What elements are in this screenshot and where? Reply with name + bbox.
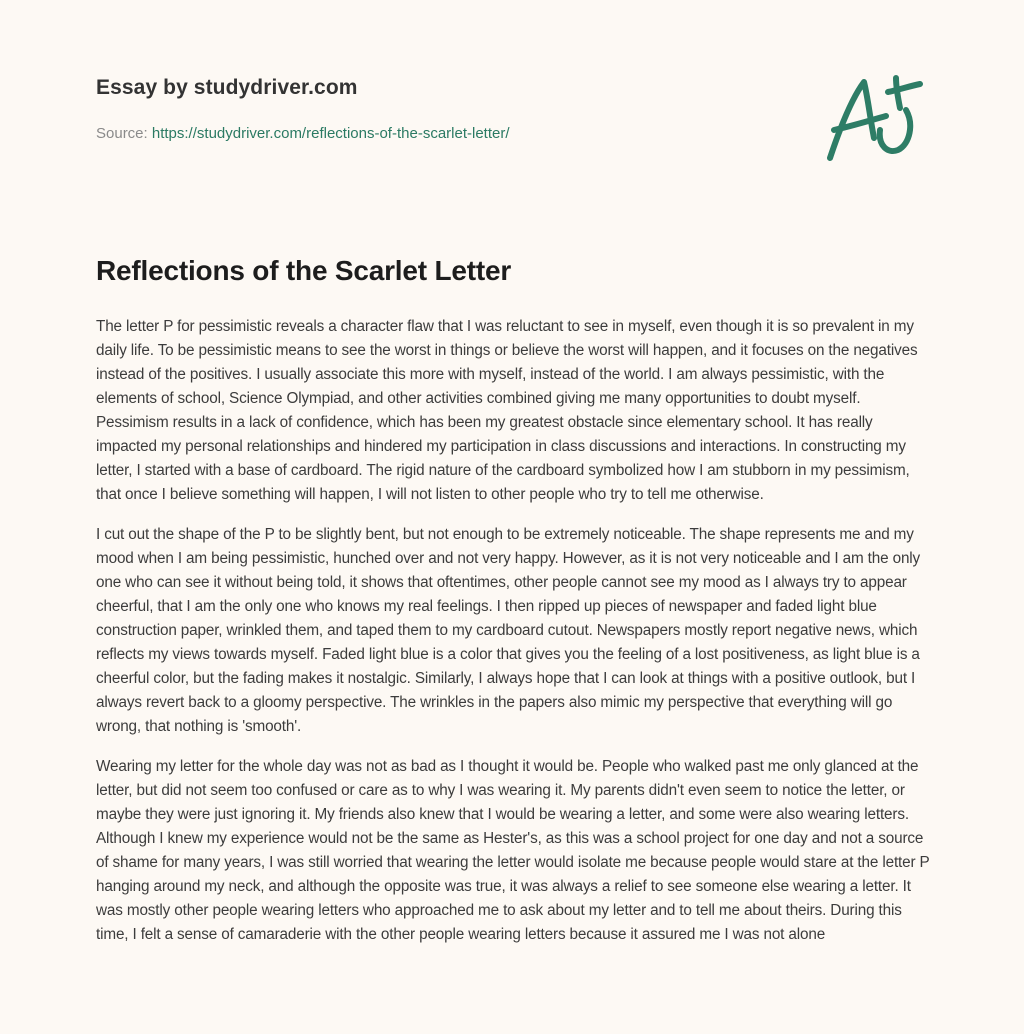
- brand-title: Essay by studydriver.com: [96, 76, 358, 99]
- a-plus-grade-icon: [822, 68, 932, 164]
- essay-paragraph: I cut out the shape of the P to be slightly bent, but not enough to be extremely noticeable. The shape represents me and my mood when I am being pessimistic, hunched over and not very happy. However, as it is not very noticeable and I am the only one who can see it without being told, it shows that oftentimes, other people cannot see my mood as I always try to appear cheerful, that I am the only one who knows my real feelings. I then ripped up pieces of newspaper and faded light blue construction paper, wrinkled them, and taped them to my cardboard cutout. Newspapers mostly report negative news, which reflects my views towards myself. Faded light blue is a color that gives you the feeling of a lost positiveness, as light blue is a cheerful color, but the fading makes it nostalgic. Similarly, I always hope that I can look at things with a positive outlook, but I always revert back to a gloomy perspective. The wrinkles in the papers also mimic my perspective that everything will go wrong, that nothing is 'smooth'.: [96, 526, 921, 735]
- source-line: [96, 125, 796, 142]
- source-link[interactable]: https://studydriver.com/reflections-of-the-scarlet-letter/: [151, 125, 510, 142]
- essay-body: [96, 315, 936, 963]
- essay-paragraph: Wearing my letter for the whole day was not as bad as I thought it would be. People who walked past me only glanced at the letter, but did not seem too confused or care as to why I was wearing it. My parents didn't even seem to notice the letter, or maybe they were just ignoring it. My friends also knew that I would be wearing a letter, and some were also wearing letters. Although I knew my experience would not be the same as Hester's, as this was a school project for one day and not a source of shame for many years, I was still worried that wearing the letter would isolate me because people would stare at the letter P hanging around my neck, and although the opposite was true, it was always a relief to see someone else wearing a letter. It was mostly other people wearing letters who approached me to ask about my letter and to tell me about theirs. During this time, I felt a sense of camaraderie with the other people wearing letters because it assured me I was not alone: [96, 758, 930, 943]
- essay-title: Reflections of the Scarlet Letter: [96, 255, 512, 286]
- essay-paragraph: The letter P for pessimistic reveals a character flaw that I was reluctant to see in myself, even though it is so prevalent in my daily life. To be pessimistic means to see the worst in things or believe the worst will happen, and it focuses on the negatives instead of the positives. I usually associate this more with myself, instead of the world. I am always pessimistic, with the elements of school, Science Olympiad, and other activities combined giving me many opportunities to doubt myself. Pessimism results in a lack of confidence, which has been my greatest obstacle since elementary school. It has really impacted my personal relationships and hindered my participation in class discussions and interactions. In constructing my letter, I started with a base of cardboard. The rigid nature of the cardboard symbolized how I am stubborn in my pessimism, that once I believe something will happen, I will not listen to other people who try to tell me otherwise.: [96, 318, 918, 503]
- source-label: Source:: [96, 125, 152, 142]
- page-header: [96, 76, 796, 142]
